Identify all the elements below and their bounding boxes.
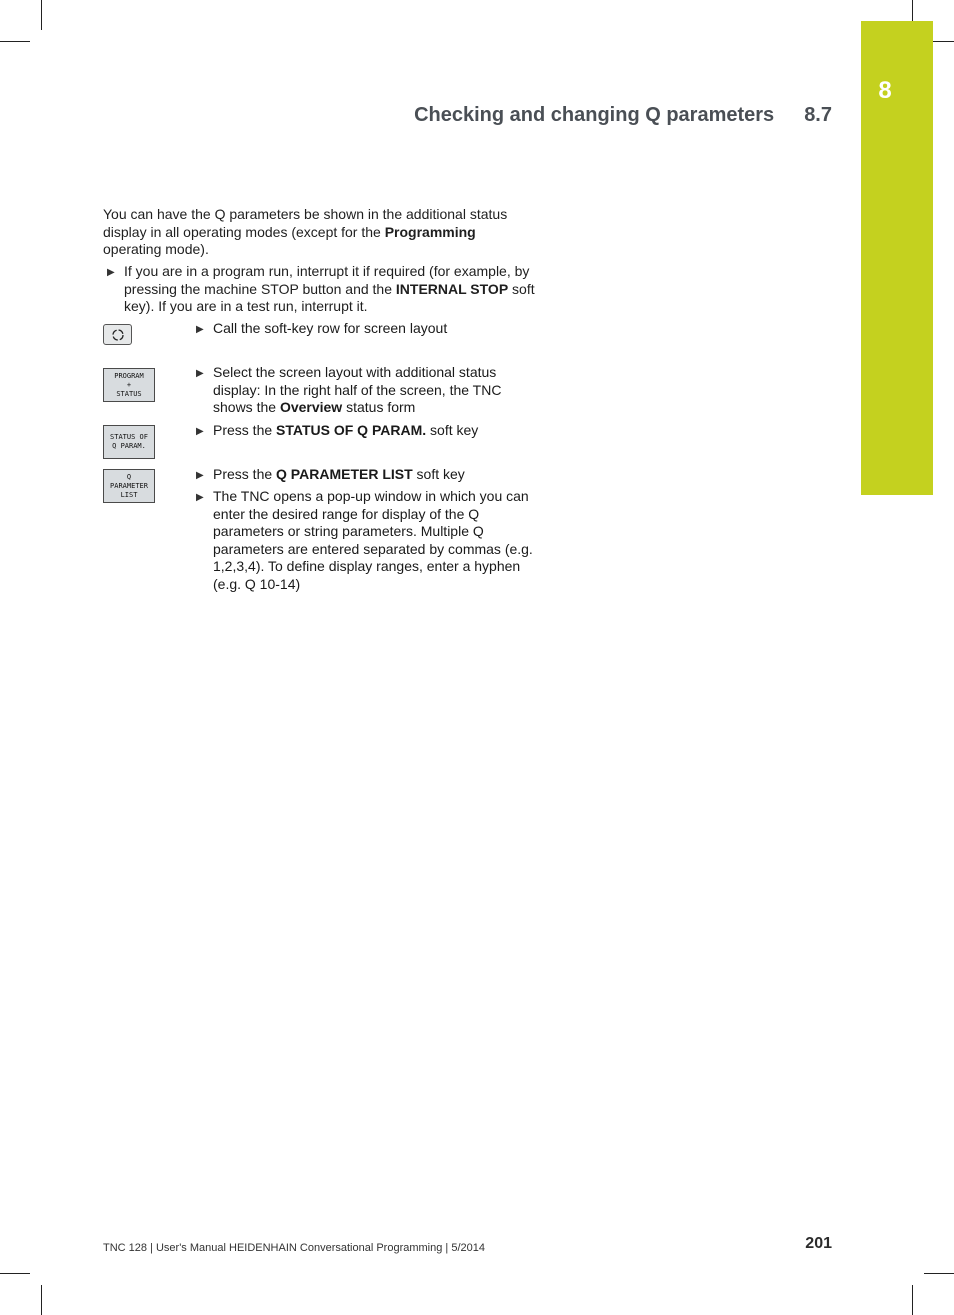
step-press-q-parameter-list (192, 466, 553, 484)
screen-layout-icon (111, 328, 125, 342)
chapter-tab (861, 21, 933, 495)
crop-mark (0, 1273, 30, 1274)
step-popup-window (192, 488, 543, 594)
step-bold: Q PARAMETER LIST (276, 466, 413, 482)
step-bold: STATUS OF Q PARAM. (276, 422, 427, 438)
section-title: Checking and changing Q parameters (414, 104, 775, 126)
intro-text: You can have the Q parameters be shown in the additional status display in all operating modes (except for the (103, 206, 508, 240)
step-text-end: soft key (412, 466, 465, 482)
softkey-line: Q (126, 472, 132, 481)
intro-text-end: operating mode). (103, 241, 209, 258)
step-text: Press the (213, 422, 277, 438)
softkey-program-status (103, 368, 155, 402)
crop-mark (0, 41, 30, 42)
softkey-line: STATUS (116, 389, 142, 398)
triangle-right-icon: ▶ (107, 267, 115, 278)
intro-bold: Programming (384, 223, 476, 240)
section-number: 8.7 (804, 104, 832, 126)
chapter-number: 8 (878, 77, 892, 104)
softkey-line: + (126, 380, 132, 389)
step-select-layout (192, 364, 533, 417)
crop-mark (912, 1285, 913, 1315)
softkey-status-q-param (103, 425, 155, 459)
triangle-right-icon: ▶ (196, 324, 204, 335)
bullet-text-end: soft key). If you are in a test run, interrupt it. (124, 280, 535, 315)
crop-mark (41, 1285, 42, 1315)
bullet-text: If you are in a program run, interrupt it if required (for example, by pressing the machine STOP button and the (124, 263, 530, 297)
screen-layout-key (103, 324, 132, 345)
triangle-right-icon: ▶ (196, 492, 204, 503)
triangle-right-icon: ▶ (196, 426, 204, 437)
softkey-line: STATUS OF (110, 433, 148, 441)
step-text-end: soft key (426, 422, 479, 438)
footer-text: TNC 128 | User's Manual HEIDENHAIN Conversational Programming | 5/2014 (103, 1242, 485, 1254)
step-press-status-q-param (192, 422, 553, 440)
page-header (380, 104, 832, 127)
step-text: Press the (213, 466, 277, 482)
page-number: 201 (805, 1235, 832, 1252)
step-call-softkey-row (192, 320, 553, 338)
crop-mark (924, 1273, 954, 1274)
softkey-line: PARAMETER (110, 481, 148, 490)
step-text: Call the soft-key row for screen layout (213, 320, 448, 336)
intro-paragraph (103, 206, 533, 259)
triangle-right-icon: ▶ (196, 368, 204, 379)
step-text: The TNC opens a pop-up window in which you can enter the desired range for display of the Q parameters or string parameters. Multiple Q parameters are entered separated by commas (e.g. 1,2,3,4). To define display ranges, enter a hyphen (e.g. Q 10-14) (213, 488, 533, 592)
softkey-line: Q PARAM. (112, 442, 146, 450)
softkey-line: LIST (120, 490, 138, 499)
crop-mark (41, 0, 42, 30)
step-text: Select the screen layout with additional status display: In the right half of the screen, the TNC shows the (213, 364, 502, 416)
step-text-end: status form (342, 399, 416, 416)
bullet-bold: INTERNAL STOP (395, 280, 509, 297)
bullet-interrupt (103, 263, 544, 316)
triangle-right-icon: ▶ (196, 470, 204, 481)
softkey-q-parameter-list (103, 469, 155, 503)
softkey-line: PROGRAM (114, 371, 144, 380)
step-bold: Overview (279, 399, 343, 416)
